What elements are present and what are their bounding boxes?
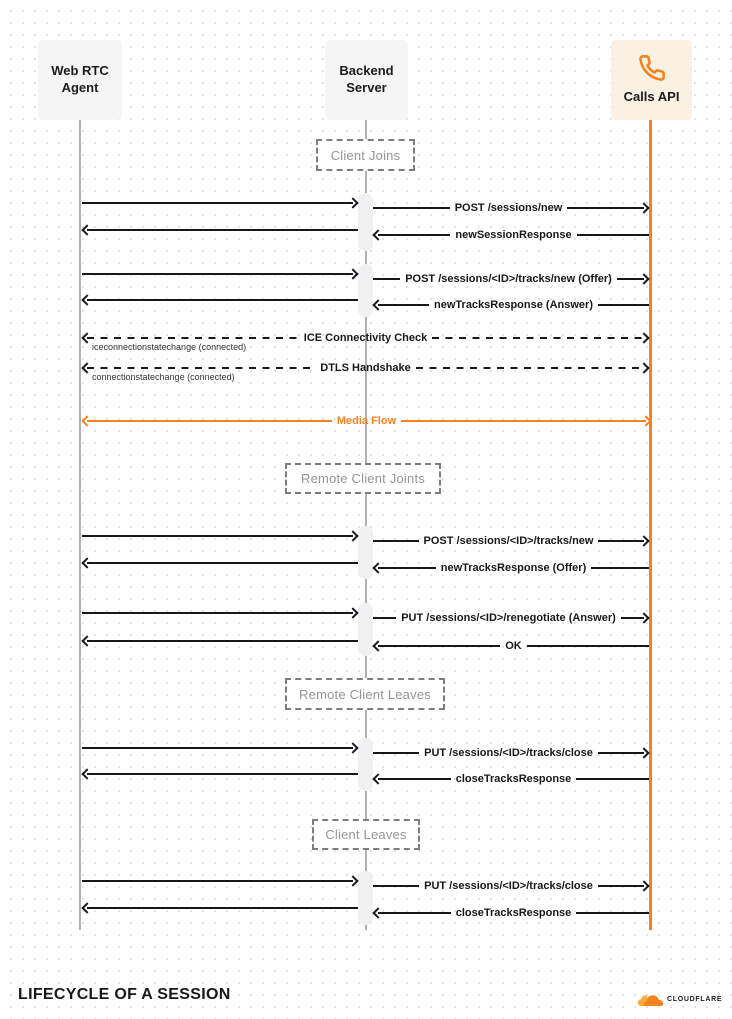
message-label: PUT /sessions/<ID>/tracks/close <box>424 747 593 759</box>
phase-label: Remote Client Leaves <box>299 686 431 702</box>
response-arrow <box>82 222 358 238</box>
phase-remote-client-joints <box>285 463 441 494</box>
ice-event-note: iceconnectionstatechange (connected) <box>92 342 247 352</box>
response-arrow-labeled <box>373 297 649 313</box>
page-title: LIFECYCLE OF A SESSION <box>18 986 231 1003</box>
response-arrow <box>82 900 358 916</box>
request-arrow <box>82 528 358 544</box>
activation-bar <box>358 871 373 925</box>
response-arrow-labeled <box>373 771 649 787</box>
event-label: Media Flow <box>336 415 397 427</box>
actor-label: Calls API <box>623 89 680 105</box>
message-label: closeTracksResponse <box>455 907 572 919</box>
message-label: POST /sessions/new <box>454 202 563 214</box>
phase-remote-client-leaves <box>285 678 445 710</box>
message-label: POST /sessions/<ID>/tracks/new <box>423 535 594 547</box>
response-arrow-labeled <box>373 905 649 921</box>
response-arrow <box>82 555 358 571</box>
request-arrow <box>82 605 358 621</box>
request-arrow-labeled <box>373 533 649 549</box>
activation-bar <box>358 603 373 656</box>
message-label: PUT /sessions/<ID>/tracks/close <box>424 880 593 892</box>
request-arrow-labeled <box>373 610 649 626</box>
request-arrow <box>82 195 358 211</box>
response-arrow-labeled <box>373 227 649 243</box>
actor-calls-api <box>611 40 692 120</box>
actor-label: Backend Server <box>339 63 394 95</box>
request-arrow-labeled <box>373 200 649 216</box>
activation-bar <box>358 526 373 579</box>
phase-label: Client Joins <box>330 147 401 163</box>
request-arrow-labeled <box>373 745 649 761</box>
request-arrow-labeled <box>373 271 649 287</box>
activation-bar <box>358 193 373 251</box>
message-label: closeTracksResponse <box>455 773 572 785</box>
phase-label: Client Leaves <box>325 827 407 842</box>
dtls-event-note: connectionstatechange (connected) <box>92 372 235 382</box>
cloudflare-logo-icon <box>637 992 664 1007</box>
cloudflare-wordmark: CLOUDFLARE <box>667 996 723 1003</box>
response-arrow-labeled <box>373 560 649 576</box>
message-label: newSessionResponse <box>455 229 572 241</box>
actor-web-rtc-agent <box>38 40 122 120</box>
lifeline-calls-api <box>649 120 652 930</box>
actor-label: Web RTC Agent <box>51 63 109 95</box>
activation-bar <box>358 738 373 791</box>
response-arrow <box>82 292 358 308</box>
phase-client-leaves <box>312 819 420 850</box>
response-arrow <box>82 633 358 649</box>
actor-backend-server <box>325 40 408 120</box>
event-label: ICE Connectivity Check <box>303 332 428 344</box>
activation-bar <box>358 264 373 317</box>
lifeline-web-rtc-agent <box>79 120 81 930</box>
message-label: POST /sessions/<ID>/tracks/new (Offer) <box>405 273 612 285</box>
phase-label: Remote Client Joints <box>301 471 425 486</box>
response-arrow <box>82 766 358 782</box>
message-label: newTracksResponse (Answer) <box>434 299 593 311</box>
request-arrow <box>82 266 358 282</box>
media-flow-arrow <box>82 413 651 429</box>
request-arrow-labeled <box>373 878 649 894</box>
event-label: DTLS Handshake <box>320 362 411 374</box>
message-label: newTracksResponse (Offer) <box>440 562 587 574</box>
message-label: PUT /sessions/<ID>/renegotiate (Answer) <box>401 612 616 624</box>
cloudflare-brand <box>637 992 722 1007</box>
message-label: OK <box>505 640 522 652</box>
response-arrow-labeled <box>373 638 649 654</box>
phase-client-joins <box>316 139 415 171</box>
request-arrow <box>82 740 358 756</box>
phone-icon <box>638 54 666 82</box>
request-arrow <box>82 873 358 889</box>
